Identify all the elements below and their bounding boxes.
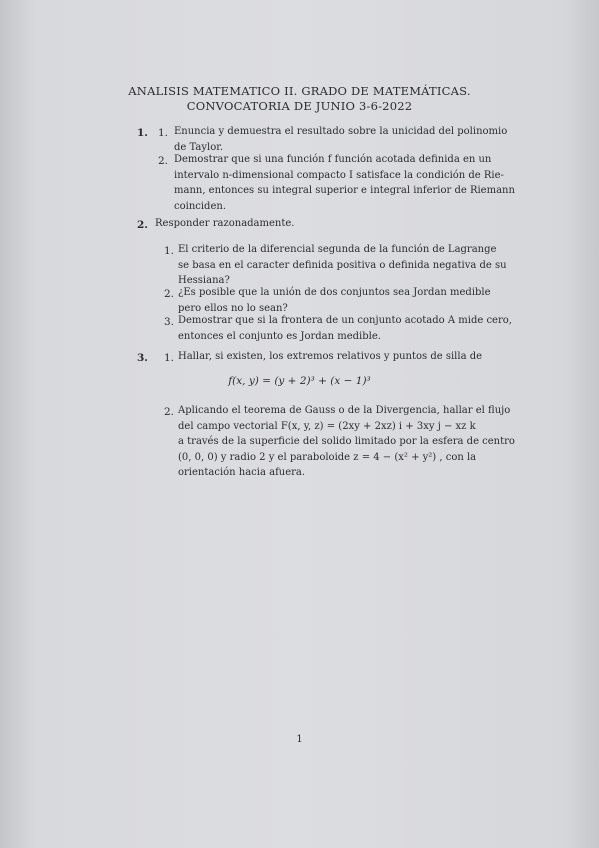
text-line: de Taylor. bbox=[174, 141, 224, 153]
question-3-number: 3. bbox=[137, 352, 148, 364]
q1-item-1-text bbox=[174, 124, 507, 155]
text-line: coinciden. bbox=[174, 200, 226, 212]
text-line: pero ellos no lo sean? bbox=[178, 302, 288, 314]
exam-subtitle: CONVOCATORIA DE JUNIO 3-6-2022 bbox=[186, 99, 413, 113]
q2-item-1-number: 1. bbox=[164, 245, 175, 257]
text-line: Demostrar que si la frontera de un conjunto acotado A mide cero, bbox=[178, 315, 512, 326]
text-line: a través de la superficie del solido limitado por la esfera de centro bbox=[178, 436, 515, 447]
text-line: Aplicando el teorema de Gauss o de la Divergencia, hallar el flujo bbox=[178, 405, 511, 416]
question-1-number: 1. bbox=[137, 127, 148, 139]
text-line: intervalo n-dimensional compacto I satisface la condición de Rie- bbox=[174, 169, 504, 181]
q3-formula: f(x, y) = (y + 2)³ + (x − 1)³ bbox=[228, 375, 371, 387]
text-line: Hallar, si existen, los extremos relativos y puntos de silla de bbox=[178, 351, 483, 362]
text-line: (0, 0, 0) y radio 2 y el paraboloide z = 4 − (x² + y²) , con la bbox=[178, 451, 477, 463]
q2-item-1-text bbox=[178, 242, 507, 289]
q3-item-1-number: 1. bbox=[164, 352, 175, 364]
text-line: entonces el conjunto es Jordan medible. bbox=[178, 330, 381, 342]
q1-item-2-text bbox=[174, 152, 515, 214]
text-line: Enuncia y demuestra el resultado sobre la unicidad del polinomio bbox=[174, 126, 508, 137]
text-line: Demostrar que si una función f función acotada definida en un bbox=[174, 154, 492, 165]
q2-item-3-text bbox=[178, 313, 512, 344]
text-line: Hessiana? bbox=[178, 275, 230, 286]
q3-item-2-number: 2. bbox=[164, 406, 175, 418]
text-line: se basa en el caracter definida positiva o definida negativa de su bbox=[178, 259, 507, 271]
q2-item-2-number: 2. bbox=[164, 288, 175, 300]
exam-title: ANALISIS MATEMATICO II. GRADO DE MATEMÁTICAS. bbox=[128, 84, 471, 98]
page-number: 1 bbox=[296, 734, 303, 745]
text-line: del campo vectorial F(x, y, z) = (2xy + 2xz) i + 3xy j − xz k bbox=[178, 420, 476, 432]
text-line: El criterio de la diferencial segunda de la función de Lagrange bbox=[178, 244, 497, 255]
q1-item-2-number: 2. bbox=[158, 155, 169, 167]
question-2-intro: Responder razonadamente. bbox=[155, 218, 295, 229]
q3-item-1-text bbox=[178, 349, 482, 365]
question-2-number: 2. bbox=[137, 219, 148, 231]
q2-item-2-text bbox=[178, 285, 491, 316]
text-line: ¿Es posible que la unión de dos conjuntos sea Jordan medible bbox=[178, 287, 491, 298]
q1-item-1-number: 1. bbox=[158, 127, 169, 139]
text-line: mann, entonces su integral superior e integral inferior de Riemann bbox=[174, 185, 515, 196]
q3-item-2-text bbox=[178, 403, 515, 481]
q2-item-3-number: 3. bbox=[164, 316, 175, 328]
text-line: orientación hacia afuera. bbox=[178, 467, 306, 478]
